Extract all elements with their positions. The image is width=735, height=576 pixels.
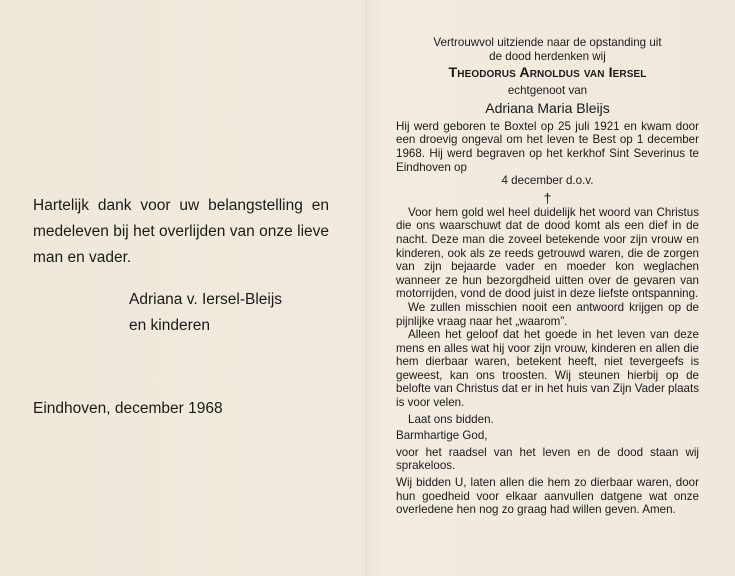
- intro-line-1: Vertrouwvol uitziende naar de opstanding uit: [433, 36, 662, 49]
- card-fold: [366, 0, 368, 576]
- prayer-address: Barmhartige God,: [396, 429, 488, 443]
- place-date: Eindhoven, december 1968: [33, 400, 223, 417]
- paragraph-2: We zullen misschien nooit een antwoord krijgen op de pijnlijke vraag naar het „waarom”.: [396, 300, 699, 328]
- bleed-through-shadow: [30, 80, 350, 190]
- prayer-intro: Laat ons bidden.: [408, 412, 494, 426]
- signature-name: Adriana v. Iersel-Bleijs: [129, 291, 283, 308]
- spouse-name: Adriana Maria Bleijs: [485, 99, 610, 116]
- intro-line-2: de dood herdenken wij: [489, 49, 606, 63]
- deceased-name: Theodorus Arnoldus van Iersel: [448, 65, 647, 82]
- thanks-text: Hartelijk dank voor uw belangstelling en medeleven bij het overlijden van onze lieve man en vader.: [33, 197, 329, 266]
- paragraph-1: Voor hem gold wel heel duidelijk het woord van Christus die ons waarschuwt dat de dood komt als een dief in de nacht. Deze man die zoveel betekende voor zijn vrouw en kinderen, ook als ze reeds getrouwd waren, die de zorgen van zijn bejaarde vader en moeder kon weglachen wanneer ze hun bezorgdheid uitten over de gevaren van motorrijden, vond de dood juist in deze liefste ontspanning.: [396, 205, 699, 301]
- burial-date: 4 december d.o.v.: [501, 174, 594, 188]
- prayer-1: voor het raadsel van het leven en de dood staan wij sprakeloos.: [396, 445, 699, 473]
- signature: [129, 287, 329, 339]
- cross-icon: †: [543, 189, 552, 206]
- prayer-2: Wij bidden U, laten allen die hem zo dierbaar waren, door hun goedheid voor elkaar aanvullen datgene wat onze overledene hen nog zo graag had willen geven. Amen.: [396, 476, 699, 517]
- paragraph-3: Alleen het geloof dat het goede in het leven van deze mens en alles wat hij voor zijn vrouw, kinderen en allen die hem dierbaar waren, betekent heeft, niet tevergeefs is geweest, kan ons troosten. Wij steunen hierbij op de belofte van Christus dat er in het huis van Zijn Vader plaats is voor velen.: [396, 328, 699, 410]
- bio-text: Hij werd geboren te Boxtel op 25 juli 1921 en kwam door een droevig ongeval om het leven te Best op 1 december 1968. Hij werd begraven op het kerkhof Sint Severinus te Eindhoven op: [396, 119, 699, 174]
- signature-family: en kinderen: [129, 317, 211, 334]
- right-panel: [396, 36, 699, 517]
- spouse-intro: echtgenoot van: [507, 84, 588, 98]
